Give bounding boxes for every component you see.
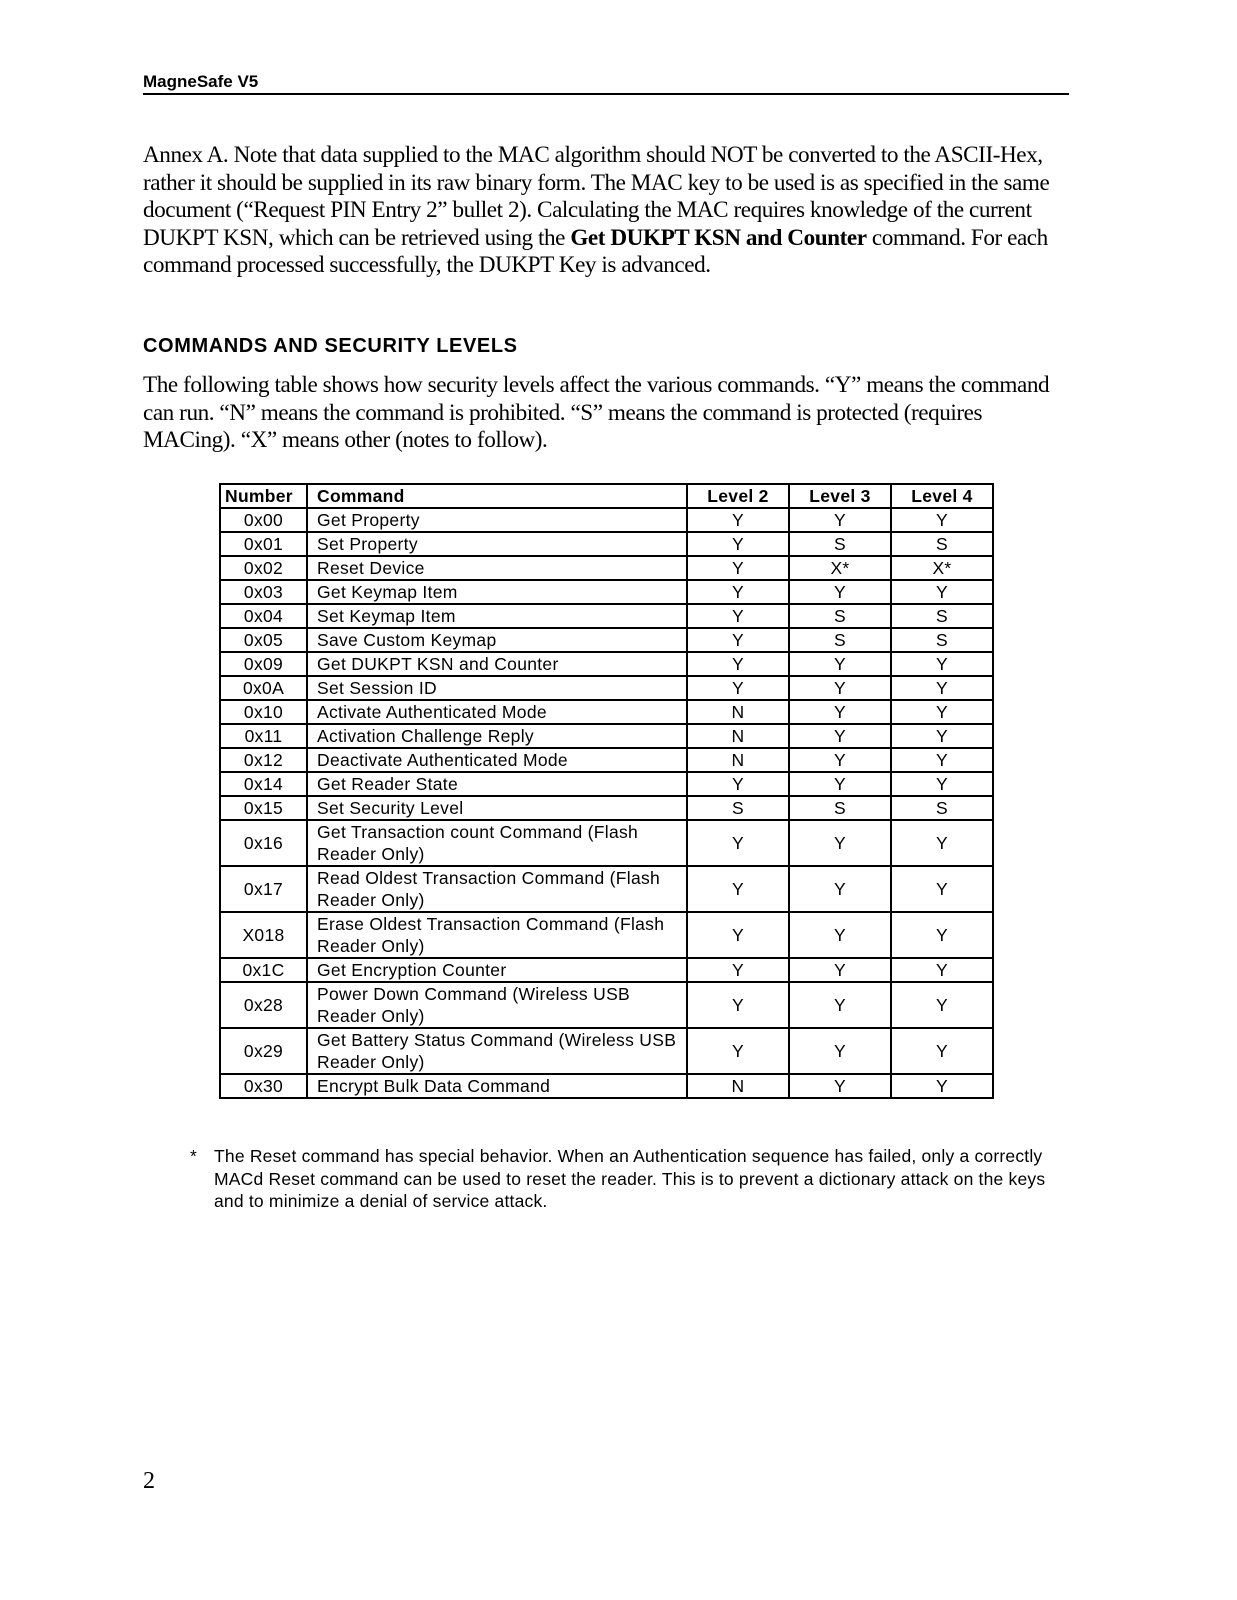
cell-level4: Y: [891, 1074, 993, 1098]
cell-number: 0x10: [220, 700, 307, 724]
cell-level2: Y: [687, 508, 789, 532]
cell-command: Read Oldest Transaction Command (Flash Reader Only): [307, 866, 687, 912]
cell-command: Get Battery Status Command (Wireless USB Reader Only): [307, 1028, 687, 1074]
cell-level3: Y: [789, 958, 891, 982]
cell-level3: S: [789, 532, 891, 556]
cell-number: 0x03: [220, 580, 307, 604]
cell-level2: Y: [687, 912, 789, 958]
footnote-text: The Reset command has special behavior. When an Authentication sequence has failed, only a correctly MACd Reset command can be used to reset the reader. This is to prevent a dictionary attack on the keys and to minimize a denial of service attack.: [214, 1146, 1046, 1211]
table-row: [220, 580, 993, 604]
cell-number: 0x15: [220, 796, 307, 820]
cell-number: 0x1C: [220, 958, 307, 982]
cell-number: 0x09: [220, 652, 307, 676]
table-row: [220, 748, 993, 772]
cell-level2: N: [687, 700, 789, 724]
cell-level2: Y: [687, 676, 789, 700]
cell-level4: Y: [891, 1028, 993, 1074]
cell-command: Get Property: [307, 508, 687, 532]
section-heading: COMMANDS AND SECURITY LEVELS: [143, 335, 518, 357]
cell-level3: Y: [789, 724, 891, 748]
cell-level4: Y: [891, 748, 993, 772]
intro-paragraph: [143, 142, 1073, 280]
cell-number: 0x02: [220, 556, 307, 580]
cell-number: 0x14: [220, 772, 307, 796]
cell-level3: Y: [789, 866, 891, 912]
table-row: [220, 700, 993, 724]
cell-level2: N: [687, 748, 789, 772]
table-row: [220, 604, 993, 628]
header-level-4: Level 4: [891, 484, 993, 508]
cell-level2: Y: [687, 820, 789, 866]
cell-number: 0x17: [220, 866, 307, 912]
cell-level4: S: [891, 532, 993, 556]
cell-level2: Y: [687, 982, 789, 1028]
cell-number: 0x01: [220, 532, 307, 556]
cell-level4: X*: [891, 556, 993, 580]
cell-level4: Y: [891, 676, 993, 700]
table-row: [220, 556, 993, 580]
intro-bold-command: Get DUKPT KSN and Counter: [570, 224, 867, 251]
cell-level2: Y: [687, 772, 789, 796]
cell-number: 0x12: [220, 748, 307, 772]
cell-level2: Y: [687, 1028, 789, 1074]
cell-number: X018: [220, 912, 307, 958]
cell-level2: Y: [687, 866, 789, 912]
running-header: MagneSafe V5: [143, 72, 1069, 95]
cell-level3: S: [789, 796, 891, 820]
cell-command: Get Keymap Item: [307, 580, 687, 604]
cell-level4: Y: [891, 724, 993, 748]
cell-number: 0x16: [220, 820, 307, 866]
page-number: 2: [143, 1468, 155, 1494]
cell-command: Erase Oldest Transaction Command (Flash Reader Only): [307, 912, 687, 958]
cell-level3: Y: [789, 982, 891, 1028]
cell-command: Set Security Level: [307, 796, 687, 820]
cell-level2: N: [687, 1074, 789, 1098]
table-row: [220, 1074, 993, 1098]
header-level-2: Level 2: [687, 484, 789, 508]
cell-command: Reset Device: [307, 556, 687, 580]
cell-command: Get DUKPT KSN and Counter: [307, 652, 687, 676]
footnote: [190, 1145, 1070, 1213]
cell-level4: Y: [891, 772, 993, 796]
intro-text-after: command. For each command processed successfully, the DUKPT Key is advanced.: [143, 224, 1048, 278]
cell-command: Encrypt Bulk Data Command: [307, 1074, 687, 1098]
cell-level2: Y: [687, 532, 789, 556]
cell-level3: Y: [789, 820, 891, 866]
table-row: [220, 796, 993, 820]
cell-command: Save Custom Keymap: [307, 628, 687, 652]
cell-level2: Y: [687, 604, 789, 628]
cell-level3: Y: [789, 1074, 891, 1098]
cell-level2: Y: [687, 652, 789, 676]
cell-level4: Y: [891, 866, 993, 912]
table-row: [220, 820, 993, 866]
cell-level3: Y: [789, 652, 891, 676]
cell-level3: Y: [789, 676, 891, 700]
cell-level2: N: [687, 724, 789, 748]
cell-command: Set Keymap Item: [307, 604, 687, 628]
intro-text-before: Annex A. Note that data supplied to the MAC algorithm should NOT be converted to the ASCII-Hex, rather it should be supplied in its raw binary form. The MAC key to be used is as specified in the same document (“Request PIN Entry 2” bullet 2). Calculating the MAC requires knowledge of the current DUKPT KSN, which can be retrieved using the: [143, 142, 1050, 251]
cell-level4: S: [891, 604, 993, 628]
cell-level2: S: [687, 796, 789, 820]
cell-level3: Y: [789, 772, 891, 796]
header-level-3: Level 3: [789, 484, 891, 508]
cell-command: Get Reader State: [307, 772, 687, 796]
cell-number: 0x00: [220, 508, 307, 532]
cell-level3: X*: [789, 556, 891, 580]
cell-command: Set Session ID: [307, 676, 687, 700]
table-row: [220, 628, 993, 652]
cell-number: 0x30: [220, 1074, 307, 1098]
cell-level4: Y: [891, 508, 993, 532]
footnote-mark: *: [190, 1146, 198, 1166]
cell-level3: Y: [789, 748, 891, 772]
table-body: [220, 508, 993, 1098]
cell-level4: Y: [891, 912, 993, 958]
table-row: [220, 1028, 993, 1074]
table-row: [220, 532, 993, 556]
commands-security-table: [219, 483, 994, 1099]
cell-level4: Y: [891, 652, 993, 676]
table-row: [220, 866, 993, 912]
cell-level2: Y: [687, 958, 789, 982]
cell-level3: Y: [789, 700, 891, 724]
cell-level2: Y: [687, 580, 789, 604]
cell-command: Deactivate Authenticated Mode: [307, 748, 687, 772]
cell-level4: S: [891, 628, 993, 652]
cell-command: Activate Authenticated Mode: [307, 700, 687, 724]
cell-level2: Y: [687, 628, 789, 652]
section-description: The following table shows how security levels affect the various commands. “Y” means the command can run. “N” means the command is prohibited. “S” means the command is protected (requires MACing). “X” means other (notes to follow).: [143, 372, 1050, 453]
cell-command: Activation Challenge Reply: [307, 724, 687, 748]
header-number: Number: [220, 484, 307, 508]
cell-command: Power Down Command (Wireless USB Reader Only): [307, 982, 687, 1028]
cell-level3: S: [789, 604, 891, 628]
cell-level4: Y: [891, 982, 993, 1028]
cell-level4: Y: [891, 958, 993, 982]
table-row: [220, 508, 993, 532]
cell-number: 0x11: [220, 724, 307, 748]
table-row: [220, 724, 993, 748]
cell-command: Set Property: [307, 532, 687, 556]
cell-number: 0x29: [220, 1028, 307, 1074]
cell-level3: Y: [789, 580, 891, 604]
table-row: [220, 982, 993, 1028]
cell-level4: S: [891, 796, 993, 820]
table-row: [220, 772, 993, 796]
table-row: [220, 676, 993, 700]
cell-level3: Y: [789, 912, 891, 958]
table-row: [220, 958, 993, 982]
cell-level4: Y: [891, 700, 993, 724]
cell-level2: Y: [687, 556, 789, 580]
table-row: [220, 652, 993, 676]
cell-number: 0x28: [220, 982, 307, 1028]
cell-level3: S: [789, 628, 891, 652]
header-command: Command: [307, 484, 687, 508]
cell-number: 0x05: [220, 628, 307, 652]
table-header-row: [220, 484, 993, 508]
cell-command: Get Transaction count Command (Flash Reader Only): [307, 820, 687, 866]
cell-number: 0x0A: [220, 676, 307, 700]
table-row: [220, 912, 993, 958]
cell-number: 0x04: [220, 604, 307, 628]
cell-level3: Y: [789, 508, 891, 532]
cell-command: Get Encryption Counter: [307, 958, 687, 982]
cell-level4: Y: [891, 580, 993, 604]
cell-level4: Y: [891, 820, 993, 866]
cell-level3: Y: [789, 1028, 891, 1074]
